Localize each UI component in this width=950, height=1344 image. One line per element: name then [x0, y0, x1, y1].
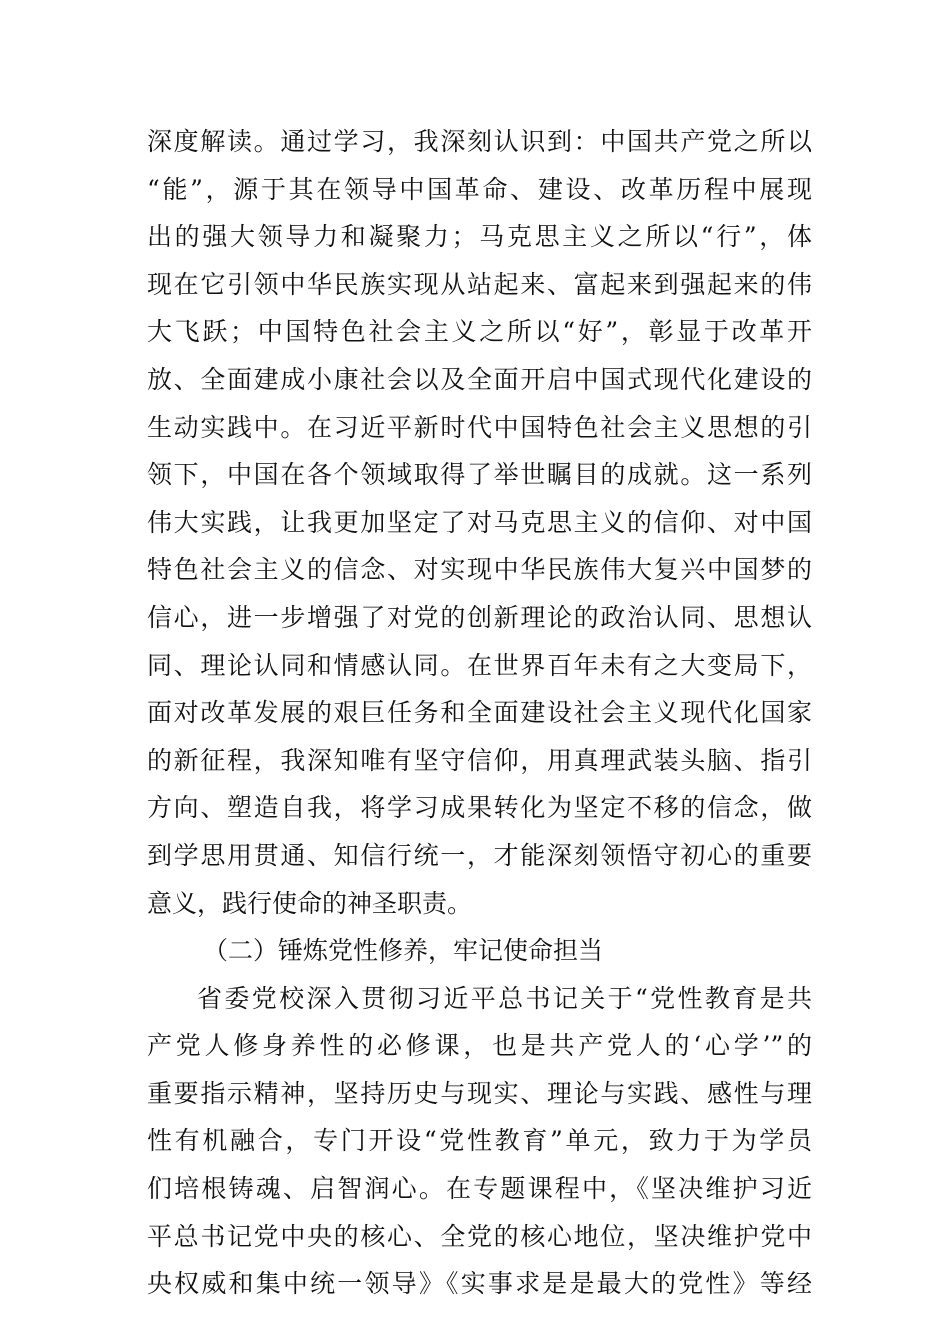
text-line: 同、理论认同和情感认同。在世界百年未有之大变局下， [147, 650, 812, 680]
text-line: 重要指示精神，坚持历史与现实、理论与实践、感性与理 [147, 1078, 812, 1108]
text-line: 央权威和集中统一领导》《实事求是是最大的党性》等经 [147, 1269, 812, 1299]
text-line: 领下，中国在各个领域取得了举世瞩目的成就。这一系列 [147, 460, 812, 490]
text-line: “能”，源于其在领导中国革命、建设、改革历程中展现 [147, 174, 812, 204]
text-line: 面对改革发展的艰巨任务和全面建设社会主义现代化国家 [147, 698, 812, 728]
text-line: 大飞跃；中国特色社会主义之所以“好”，彰显于改革开 [147, 317, 812, 347]
text-line: 出的强大领导力和凝聚力；马克思主义之所以“行”，体 [147, 222, 812, 252]
body-text [147, 118, 812, 1308]
text-line: 现在它引领中华民族实现从站起来、富起来到强起来的伟 [147, 269, 812, 299]
text-line: 特色社会主义的信念、对实现中华民族伟大复兴中国梦的 [147, 555, 812, 585]
text-line: 生动实践中。在习近平新时代中国特色社会主义思想的引 [147, 412, 812, 442]
text-line: 到学思用贯通、知信行统一，才能深刻领悟守初心的重要 [147, 840, 812, 870]
text-line: 们培根铸魂、启智润心。在专题课程中，《坚决维护习近 [147, 1174, 812, 1204]
text-line: 产党人修身养性的必修课，也是共产党人的‘心学’”的 [147, 1031, 812, 1061]
text-line: 意义，践行使命的神圣职责。 [147, 888, 473, 918]
text-line: 的新征程，我深知唯有坚守信仰，用真理武装头脑、指引 [147, 745, 812, 775]
text-line: 深度解读。通过学习，我深刻认识到：中国共产党之所以 [147, 127, 812, 156]
text-line: 性有机融合，专门开设“党性教育”单元，致力于为学员 [147, 1126, 812, 1156]
text-line: 信心，进一步增强了对党的创新理论的政治认同、思想认 [147, 602, 812, 632]
text-line: 伟大实践，让我更加坚定了对马克思主义的信仰、对中国 [147, 507, 812, 537]
text-line: 平总书记党中央的核心、全党的核心地位，坚决维护党中 [147, 1221, 812, 1251]
text-line: 省委党校深入贯彻习近平总书记关于“党性教育是共 [197, 983, 812, 1013]
section-heading: （二）锤炼党性修养，牢记使命担当 [203, 936, 604, 966]
text-line: 方向、塑造自我，将学习成果转化为坚定不移的信念，做 [147, 793, 812, 823]
text-line: 放、全面建成小康社会以及全面开启中国式现代化建设的 [147, 364, 812, 394]
